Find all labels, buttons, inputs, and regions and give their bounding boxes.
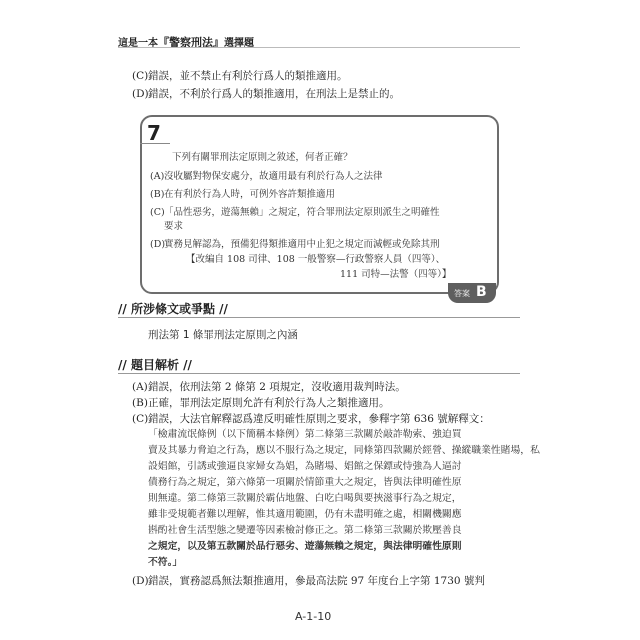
question-option-b: (B)在有利於行為人時，可例外容許類推適用	[150, 189, 336, 200]
section-title-analysis: // 題目解析 //	[118, 358, 192, 372]
answer-label: 答案	[454, 289, 470, 298]
header-suffix: 選擇題	[224, 38, 254, 49]
prev-option-d: (D)錯誤，不利於行爲人的類推適用，在刑法上是禁止的。	[132, 88, 400, 100]
question-source-2: 111 司特—法警（四等）】	[340, 269, 452, 280]
analysis-d: (D)錯誤，實務認爲無法類推適用，參最高法院 97 年度台上字第 1730 號判	[132, 575, 485, 587]
quote-line-emphasis: 之規定，以及第五款關於品行惡劣、遊蕩無賴之規定，與法律明確性原則	[148, 541, 462, 552]
page-number: A-1-10	[295, 610, 332, 623]
analysis-c: (C)錯誤，大法官解釋認爲違反明確性原則之要求，參釋字第 636 號解釋文：	[132, 413, 490, 425]
header-highlight: 『警察刑法』	[158, 36, 224, 49]
quote-line: 則無違。第二條第三款關於霸佔地盤、白吃白喝與要挾滋事行為之規定，	[148, 493, 462, 504]
quote-line: 「檢肅流氓條例（以下簡稱本條例）第二條第三款關於敲詐勒索、強迫買	[148, 429, 462, 440]
question-option-d: (D)實務見解認為，預備犯得類推適用中止犯之規定而減輕或免除其刑	[150, 239, 440, 250]
quote-line: 債務行為之規定，第六條第一項關於情節重大之規定，皆與法律明確性原	[148, 477, 462, 488]
section-divider-analysis	[118, 373, 520, 374]
answer-value: B	[476, 284, 487, 300]
question-source-1: 【改編自 108 司律、108 一般警察—行政警察人員（四等）、	[186, 254, 446, 265]
section-title-issues: // 所涉條文或爭點 //	[118, 302, 228, 316]
question-number-divider	[140, 143, 170, 144]
quote-line: 雖非受規範者難以理解，惟其適用範圍，仍有未盡明確之處，相關機關應	[148, 509, 462, 520]
issues-content: 刑法第 1 條罪刑法定原則之內涵	[148, 329, 298, 341]
answer-tab	[448, 283, 496, 303]
prev-option-c: (C)錯誤，並不禁止有利於行爲人的類推適用。	[132, 70, 348, 82]
analysis-b: (B)正確，罪刑法定原則允許有利於行為人之類推適用。	[132, 397, 390, 409]
header-divider	[118, 47, 520, 48]
question-option-c-cont: 要求	[164, 221, 184, 232]
question-stem: 下列有關罪刑法定原則之敘述，何者正確？	[172, 152, 353, 163]
analysis-a: (A)錯誤，依刑法第 2 條第 2 項規定，沒收適用裁判時法。	[132, 381, 406, 393]
question-option-a: (A)沒收屬對物保安處分，故適用最有利於行為人之法律	[150, 171, 383, 182]
question-option-c: (C)「品性惡劣，遊蕩無賴」之規定，符合罪刑法定原則派生之明確性	[150, 207, 440, 218]
quote-line-emphasis: 不符。」	[148, 557, 183, 568]
header-prefix: 這是一本	[118, 38, 158, 49]
quote-line: 賣及其暴力脅迫之行為，應以不服行為之規定，同條第四款關於經營、操縱職業性賭場，私	[148, 445, 540, 456]
question-number: 7	[147, 121, 161, 145]
section-divider-issues	[118, 317, 520, 318]
quote-line: 斟酌社會生活型態之變遷等因素檢討修正之。第二條第三款關於欺壓善良	[148, 525, 462, 536]
quote-line: 設娼館，引誘或強逼良家婦女為娼，為賭場、娼館之保鏢或恃強為人逼討	[148, 461, 462, 472]
